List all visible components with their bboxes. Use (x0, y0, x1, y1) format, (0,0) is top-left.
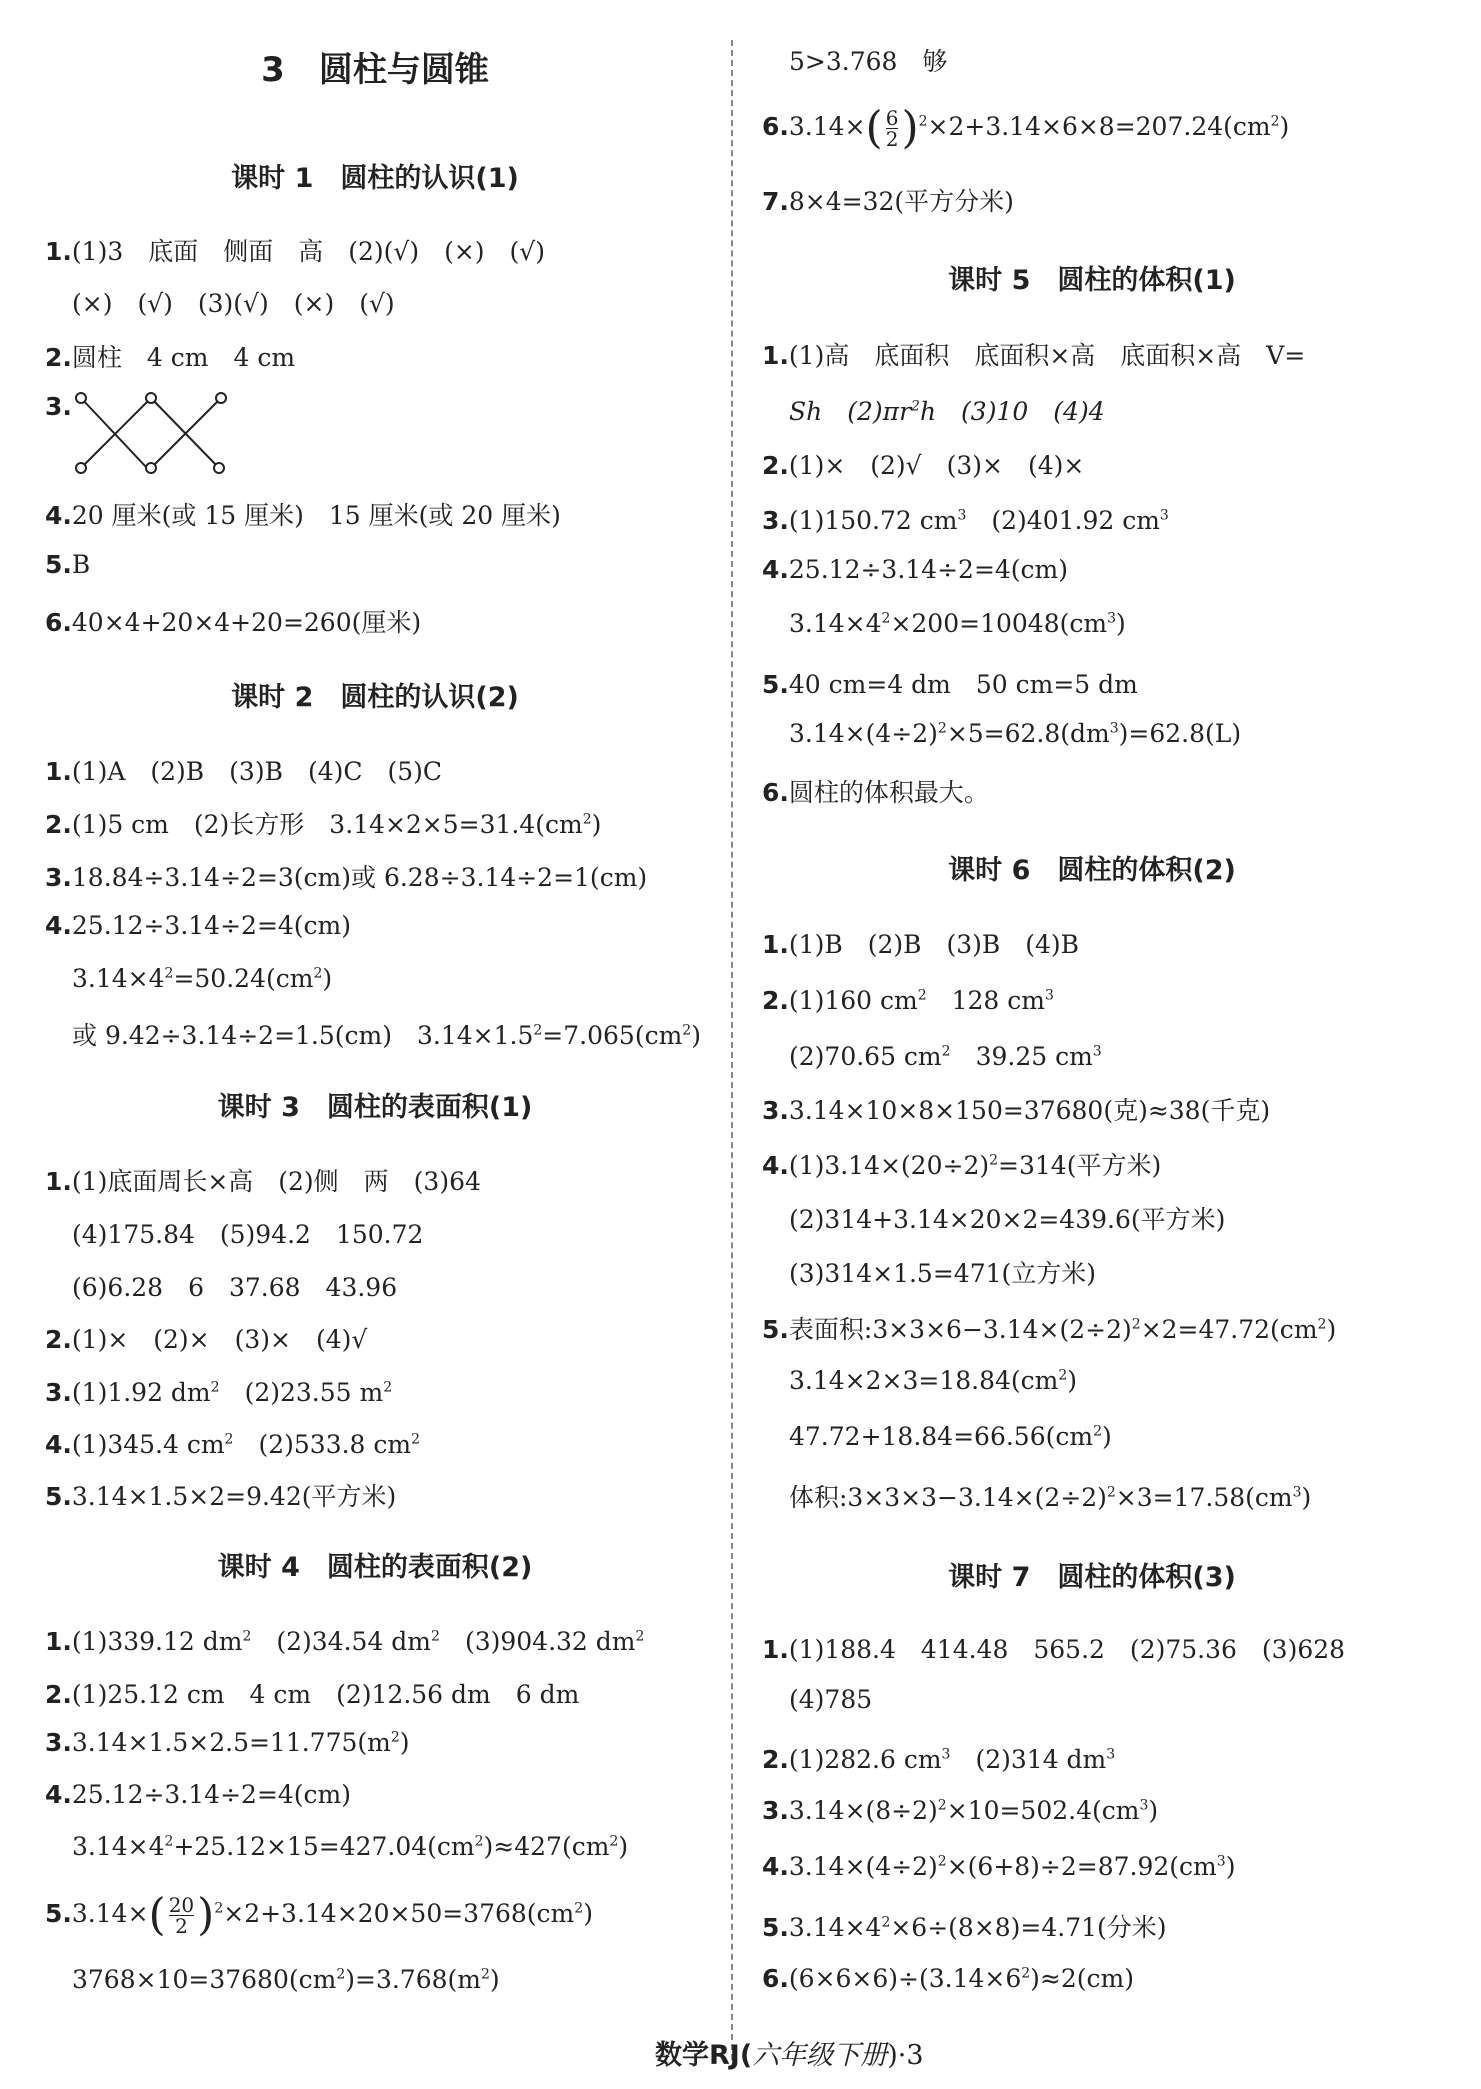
chapter-title: 3 圆柱与圆锥 (261, 50, 489, 90)
l5-answer-3: 3.(1)150.72 $cm^3$ (2)401.92 $cm^3$ (762, 506, 1169, 535)
l7-answer-3: $3.3.14\times(8\div 2)^2\times 10=502.4(cm^3)$ (762, 1796, 1159, 1825)
l3-answer-3: 3.(1)1.92 $dm^2$ (2)23.55 $m^2$ (45, 1378, 393, 1407)
l3-answer-4: 4.(1)345.4 $cm^2$ (2)533.8 $cm^2$ (45, 1430, 421, 1459)
l7-answer-1: 1.(1)188.4 414.48 565.2 (2)75.36 (3)628 (762, 1635, 1346, 1664)
l4-answer-5-b: $3768\times 10=37680(cm^2)=3.768(m^2)$ (72, 1965, 500, 1994)
l3-answer-1-c: (6)6.28 6 37.68 43.96 (72, 1273, 398, 1302)
l6-answer-5-b: $3.14\times 2\times 3=18.84(cm^2)$ (789, 1366, 1078, 1395)
l7-answer-2: 2.(1)282.6 $cm^3$ (2)314 $dm^3$ (762, 1745, 1116, 1774)
l1-answer-2: 2.圆柱 4 cm 4 cm (45, 343, 296, 372)
l3-answer-5: 5.3.14×1.5×2=9.42(平方米) (45, 1482, 397, 1511)
l5-answer-1-b: Sh $(2)\pi r^2h$ (3)10 (4)4 (789, 397, 1105, 426)
r-answer-7: 7.8×4=32(平方分米) (762, 187, 1014, 216)
l6-answer-2: 2.(1)160 $cm^2$ 128 $cm^3$ (762, 986, 1054, 1015)
l7-answer-5: $5.3.14\times 4^2\times 6\div(8\times 8)=4.71$(分米) (762, 1913, 1167, 1942)
l5-answer-4-b: $3.14\times 4^2\times 200=10048(cm^3)$ (789, 609, 1126, 638)
l6-answer-5-d: 体积$:3\times 3\times 3-3.14\times(2\div 2)^2\times 3=17.58(cm^3)$ (789, 1483, 1312, 1512)
l3-answer-1-b: (4)175.84 (5)94.2 150.72 (72, 1220, 424, 1249)
lesson-4-title: 课时 4 圆柱的表面积(2) (217, 1552, 533, 1583)
l4-answer-3: $3.3.14\times 1.5\times 2.5=11.775(m^2)$ (45, 1728, 410, 1757)
lesson-3-title: 课时 3 圆柱的表面积(1) (217, 1092, 533, 1123)
l4-answer-4-b: $3.14\times 4^2+25.12\times 15=427.04(cm^2)\approx 427(cm^2)$ (72, 1832, 629, 1861)
l5-answer-1: 1.(1)高 底面积 底面积×高 底面积×高 V= (762, 341, 1306, 370)
l6-answer-3: 3.3.14×10×8×150=37680(克)≈38(千克) (762, 1096, 1271, 1125)
l6-answer-4: $4.(1)3.14\times(20\div 2)^2=314$(平方米) (762, 1151, 1162, 1180)
l6-answer-1: 1.(1)B (2)B (3)B (4)B (762, 930, 1080, 959)
l7-answer-4: $4.3.14\times(4\div 2)^2\times(6+8)\div 2=87.92(cm^3)$ (762, 1852, 1236, 1881)
lesson-6-title: 课时 6 圆柱的体积(2) (948, 855, 1236, 886)
matching-lines-diagram (69, 390, 289, 474)
l2-answer-4-b: $3.14\times 4^2=50.24(cm^2)$ (72, 964, 333, 993)
l6-answer-5-c: $47.72+18.84=66.56(cm^2)$ (789, 1422, 1112, 1451)
l1-answer-5: 5.B (45, 550, 91, 579)
l3-answer-1: 1.(1)底面周长×高 (2)侧 两 (3)64 (45, 1167, 481, 1196)
page-number: 3 (906, 2040, 924, 2071)
l7-answer-1-b: (4)785 (789, 1685, 873, 1714)
l2-answer-3: 3.18.84÷3.14÷2=3(cm)或 6.28÷3.14÷2=1(cm) (45, 863, 648, 892)
l6-answer-4-c: (3)314×1.5=471(立方米) (789, 1259, 1097, 1288)
l2-answer-4-c: 或 9.42÷3.14÷2=1.5(cm) $3.14\times 1.5^2=7.065(cm^2)$ (72, 1021, 701, 1050)
l2-answer-2: 2.(1)5 cm (2)长方形 $3.14\times 2\times 5=31.4(cm^2)$ (45, 810, 602, 839)
lesson-1-title: 课时 1 圆柱的认识(1) (231, 163, 519, 194)
l7-answer-6: $6.(6\times 6\times 6)\div(3.14\times 6^2)\approx 2(cm)$ (762, 1964, 1134, 1993)
l4-answer-4: 4.25.12÷3.14÷2=4(cm) (45, 1780, 352, 1809)
l1-answer-1-cont: (×) (√) (3)(√) (×) (√) (72, 289, 395, 318)
l1-answer-6: 6.40×4+20×4+20=260(厘米) (45, 608, 422, 637)
l1-answer-4: 4.20 厘米(或 15 厘米) 15 厘米(或 20 厘米) (45, 501, 561, 530)
l4-answer-5: 5.3.14×( $\frac{20}{2}$ )$^2\times 2+3.14\times 20\times 50=3768(cm^2)$ (45, 1889, 593, 1941)
l3-answer-2: 2.(1)× (2)× (3)× (4)√ (45, 1325, 368, 1354)
l2-answer-1: 1.(1)A (2)B (3)B (4)C (5)C (45, 757, 443, 786)
l6-answer-2-b: (2)70.65 $cm^2$ 39.25 $cm^3$ (789, 1042, 1102, 1071)
l6-answer-4-b: (2)314+3.14×20×2=439.6(平方米) (789, 1205, 1226, 1234)
l5-answer-5: 5.40 cm=4 dm 50 cm=5 dm (762, 670, 1138, 699)
lesson-2-title: 课时 2 圆柱的认识(2) (231, 682, 519, 713)
page-footer: 数学RJ(六年级下册)·3 (655, 2040, 924, 2071)
l1-answer-3: 3. (45, 392, 72, 421)
l5-answer-4: 4.25.12÷3.14÷2=4(cm) (762, 555, 1069, 584)
r-answer-6: 6.3.14×( $\frac{6}{2}$ )$^2\times 2+3.14\times 6\times 8=207.24(cm^2)$ (762, 102, 1290, 154)
l5-answer-6: 6.圆柱的体积最大。 (762, 778, 989, 807)
column-divider (731, 40, 733, 2060)
l4-answer-2: 2.(1)25.12 cm 4 cm (2)12.56 dm 6 dm (45, 1680, 580, 1709)
l2-answer-4: 4.25.12÷3.14÷2=4(cm) (45, 911, 352, 940)
l6-answer-5: 5.表面积$:3\times 3\times 6-3.14\times(2\div 2)^2\times 2=47.72(cm^2)$ (762, 1315, 1337, 1344)
l5-answer-5-b: $3.14\times(4\div 2)^2\times 5=62.8(dm^3)=62.8(L)$ (789, 719, 1242, 748)
l5-answer-2: 2.(1)× (2)√ (3)× (4)× (762, 451, 1085, 480)
l1-answer-1: 1.(1)3 底面 侧面 高 (2)(√) (×) (√) (45, 237, 545, 266)
l4-answer-1: 1.(1)339.12 $dm^2$ (2)34.54 $dm^2$ (3)904.32 $dm^2$ (45, 1627, 645, 1656)
r-top-line: 5>3.768 够 (789, 47, 948, 76)
lesson-7-title: 课时 7 圆柱的体积(3) (948, 1562, 1236, 1593)
lesson-5-title: 课时 5 圆柱的体积(1) (948, 265, 1236, 296)
